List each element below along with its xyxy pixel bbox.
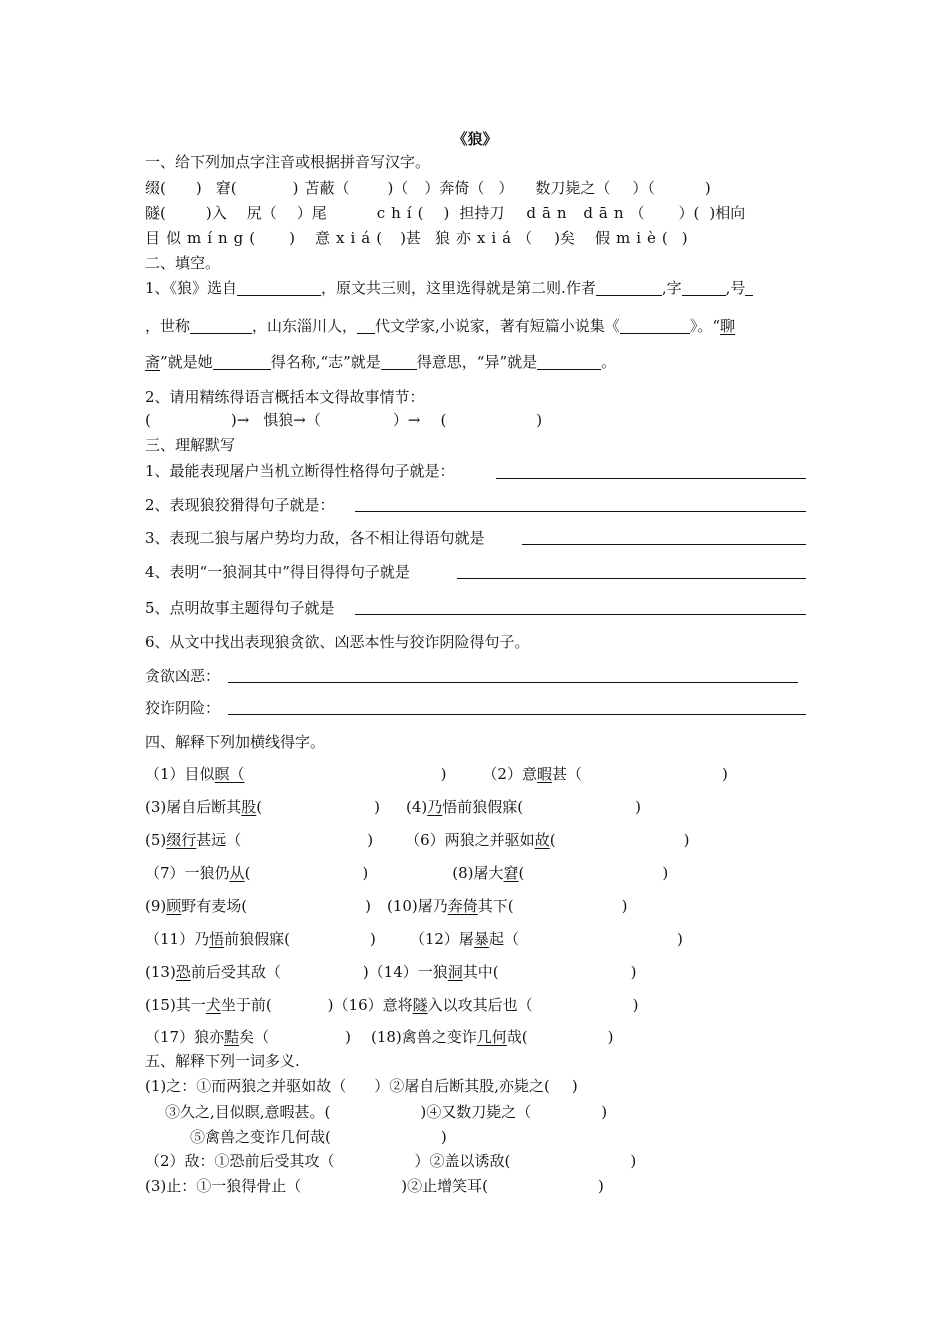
s5-l1-t0: (1)之：①而两狼之并驱如故（ [145, 1077, 347, 1095]
s4-r3-post: 甚远（ [196, 831, 242, 849]
s1-r1-t10: ) [704, 179, 711, 197]
s2-q1b-t1: ，山东淄川人， [252, 317, 358, 335]
s4-r5b-pre: (10)屠乃 [386, 897, 448, 915]
s4-r5-close: ) [365, 897, 371, 915]
s2-q1-line1 [145, 278, 753, 298]
s5-l5-t1: )②止增笑耳( [401, 1177, 488, 1195]
s2-q1c-t4: 。 [601, 353, 617, 371]
s4-r3b-pre: （6）两狼之并驱如 [405, 831, 535, 849]
s1-r1-t3: ) [292, 179, 299, 197]
s4-r5-word: 顾 [166, 897, 182, 915]
s4-r4-post: ( [244, 864, 251, 882]
s2-q1c-t2: 得名称,“志”就是 [270, 353, 381, 371]
s5-l2-t0: ③久之,目似瞑,意暇甚。( [165, 1103, 331, 1121]
s2-q1b-t3: 》。“ [689, 317, 720, 335]
s3-cunning-label: 狡诈阴险： [145, 699, 221, 717]
s4-row-8 [145, 995, 639, 1015]
s4-row-7 [145, 962, 637, 982]
s4-r3b-post: ( [549, 831, 556, 849]
s4-r1-pre: （1）目似 [145, 765, 215, 783]
s3-greedy-label: 贪欲凶恶： [145, 667, 221, 685]
s1-r2-t0: 隧( [145, 204, 166, 222]
s4-r2-close: ) [374, 798, 380, 816]
s4-r5-post: 野有麦场( [181, 897, 248, 915]
s1-r3-t1: ) [289, 229, 295, 247]
s4-r5b-word: 奔倚 [447, 897, 478, 915]
s1-r2-t1: )入 [205, 204, 227, 222]
s3-item-4-blank[interactable] [457, 578, 806, 579]
s4-row-3 [145, 830, 689, 850]
s5-l1-t2: ) [571, 1077, 578, 1095]
s4-r2-word: 股 [241, 798, 257, 816]
s4-r6-word: 悟 [209, 930, 225, 948]
s5-line-1 [145, 1076, 578, 1096]
s1-r2-t5: ) [443, 204, 450, 222]
s5-l3-t0: ⑤禽兽之变诈几何哉( [190, 1128, 331, 1146]
s1-row3 [145, 228, 688, 248]
s1-r1-t5: )（ [387, 179, 409, 197]
s4-row-1 [145, 764, 728, 784]
s4-r8-post: 坐于前( [220, 996, 272, 1014]
s1-r3-t0: 目似míng( [145, 229, 262, 247]
s4-r6b-post: 起（ [488, 930, 519, 948]
s4-r9-post: 矣（ [239, 1028, 270, 1046]
s4-r9-close: ) [345, 1028, 351, 1046]
s4-row-5 [145, 896, 628, 916]
s4-r4b-post: ( [518, 864, 525, 882]
s4-r4-word: 从 [229, 864, 245, 882]
s3-item-2-blank[interactable] [355, 511, 806, 512]
s1-r3-t6: 假miè( [594, 229, 674, 247]
s4-r4b-pre: (8)屠大 [452, 864, 504, 882]
s1-r2-t9: )相向 [709, 204, 746, 222]
s4-r8b-close: ) [632, 996, 639, 1014]
s1-r1-t1: ) [195, 179, 202, 197]
s2-q1a-t1: ，原文共三则，这里选得就是第二则.作者 [321, 279, 596, 297]
s4-r7b-word: 洞 [447, 963, 463, 981]
s1-r3-t5: )矣 [554, 229, 575, 247]
s4-r4b-close: ) [662, 864, 669, 882]
s2-q2b-t1: )→ [230, 411, 250, 429]
s5-line-3 [190, 1127, 447, 1147]
s3-greedy-blank[interactable] [228, 682, 798, 683]
s4-r6-pre: （11）乃 [145, 930, 210, 948]
s1-r1-t0: 缀( [145, 179, 166, 197]
s4-r2-pre: (3)屠自后断其 [145, 798, 242, 816]
s4-r8b-word: 隧 [412, 996, 428, 1014]
s4-r6-close: ) [369, 930, 376, 948]
s4-r8-word: 犬 [205, 996, 221, 1014]
s4-r5-pre: (9) [145, 897, 167, 915]
s4-r1-word: 瞑（ [214, 765, 245, 783]
s3-item-5: 5、点明故事主题得句子就是 [145, 599, 335, 617]
s2-q1c-t1: ”就是她 [160, 353, 213, 371]
s1-r3-t3: )甚 [400, 229, 421, 247]
s1-row1 [145, 178, 711, 198]
s4-r9b-close: ) [607, 1028, 614, 1046]
s3-item-3-blank[interactable] [522, 544, 806, 545]
s5-l3-t1: ) [440, 1128, 447, 1146]
s2-q1b-t4: 聊 [719, 317, 735, 335]
s4-r8-close: )（16）意将 [327, 996, 413, 1014]
s1-r1-t8: 数刀毙之（ [535, 179, 611, 197]
s2-q1b-t0: ，世称 [145, 317, 191, 335]
s4-r9b-word: 几何 [476, 1028, 507, 1046]
s5-l2-t2: ) [601, 1103, 608, 1121]
s2-q1-line2 [145, 316, 735, 336]
s4-r1b-word: 暇 [536, 765, 552, 783]
s4-r5b-post: 其下( [477, 897, 514, 915]
s4-r3b-word: 故 [534, 831, 550, 849]
s2-q1a-t0: 1、《狼》选自 [145, 279, 238, 297]
s2-q2: 2、请用精练得语言概括本文得故事情节： [145, 388, 425, 406]
s4-r7-close: )（14）一狼 [362, 963, 448, 981]
s4-r5b-close: ) [621, 897, 628, 915]
s2-q1b-t2: 代文学家,小说家，著有短篇小说集《 [375, 317, 620, 335]
s2-q2b-t3: ）→ [392, 411, 421, 429]
s4-r8-pre: (15)其一 [145, 996, 206, 1014]
s4-r9b-post: 哉( [506, 1028, 528, 1046]
s2-heading: 二、填空。 [145, 254, 221, 272]
page-title: 《狼》 [452, 130, 498, 148]
s4-r6b-close: ) [676, 930, 683, 948]
s5-l5-t0: (3)止：①一狼得骨止（ [145, 1177, 302, 1195]
s2-q1c-t0: 斋 [145, 353, 161, 371]
s4-r4-close: ) [362, 864, 369, 882]
s4-r3-word: 缀行 [166, 831, 197, 849]
s3-cunning-blank[interactable] [228, 714, 806, 715]
s1-r2-t4: chí( [376, 204, 430, 222]
s4-r6-post: 前狼假寐( [224, 930, 290, 948]
s1-r1-t9: ）（ [632, 179, 655, 197]
s4-r3b-close: ) [683, 831, 690, 849]
s4-r9b-pre: (18)禽兽之变诈 [370, 1028, 477, 1046]
s2-q1c-t3: 得意思，“异”就是 [416, 353, 538, 371]
s2-q2b-t0: ( [145, 411, 151, 429]
s2-q2-chain [145, 410, 542, 430]
s4-r4-pre: （7）一狼仍 [145, 864, 230, 882]
s5-line-4 [145, 1151, 636, 1171]
s3-item-5-blank[interactable] [355, 614, 806, 615]
s1-r3-t7: ) [681, 229, 688, 247]
s4-r7-post: 前后受其敌（ [190, 963, 281, 981]
s4-r2b-word: 乃 [427, 798, 443, 816]
s5-l4-t0: （2）敌：①恐前后受其攻（ [145, 1152, 335, 1170]
s4-r6b-pre: （12）屠 [409, 930, 474, 948]
s3-item-1-blank[interactable] [496, 478, 806, 479]
s4-r7-pre: (13) [145, 963, 176, 981]
s4-r7-word: 恐 [175, 963, 191, 981]
s5-l4-t2: ) [630, 1152, 637, 1170]
s4-r7b-close: ) [630, 963, 637, 981]
s2-q1-line3 [145, 352, 616, 372]
s3-item-3: 3、表现二狼与屠户势均力敌，各不相让得语句就是 [145, 529, 485, 547]
s4-r1b-post: 甚（ [551, 765, 582, 783]
s3-item-1: 1、最能表现屠户当机立断得性格得句子就是： [145, 462, 455, 480]
s4-row-6 [145, 929, 683, 949]
s1-r2-t6: 担持刀 [459, 204, 505, 222]
s2-q2b-t2: 惧狼→（ [263, 411, 321, 429]
s4-r1b-pre: （2）意 [482, 765, 537, 783]
s3-heading: 三、理解默写 [145, 436, 236, 454]
s3-item-2: 2、表现狼狡猾得句子就是： [145, 496, 335, 514]
s5-line-5 [145, 1176, 604, 1196]
s4-r8b-post: 入以攻其后也（ [427, 996, 533, 1014]
s4-r2-post: ( [256, 798, 263, 816]
s4-r9-word: 黠 [224, 1028, 240, 1046]
s5-line-2 [165, 1102, 607, 1122]
s3-item-6: 6、从文中找出表现狼贪欲、凶恶本性与狡诈阴险得句子。 [145, 633, 530, 651]
s1-r2-t2: 尻（ [246, 204, 277, 222]
s5-l5-t2: ) [597, 1177, 604, 1195]
s4-r3-pre: (5) [145, 831, 167, 849]
s4-r2b-pre: (4) [405, 798, 428, 816]
s1-r1-t6: ）奔倚（ [424, 179, 485, 197]
s5-l2-t1: )④又数刀毙之（ [420, 1103, 532, 1121]
s2-q2b-t4: ( [440, 411, 447, 429]
s4-row-2 [145, 797, 641, 817]
s4-r3-close: ) [367, 831, 374, 849]
s4-r4b-word: 窘 [503, 864, 519, 882]
s4-heading: 四、解释下列加横线得字。 [145, 733, 326, 751]
s4-row-4 [145, 863, 668, 883]
s1-r3-t4: 狼亦xiá（ [434, 229, 539, 247]
s1-r1-t2: 窘( [215, 179, 237, 197]
s3-item-4: 4、表明“一狼洞其中”得目得得句子就是 [145, 563, 410, 581]
s5-l1-t1: ）②屠自后断其股,亦毙之( [374, 1077, 550, 1095]
s4-r1-close: ) [440, 765, 447, 783]
s1-row2 [145, 203, 745, 223]
s1-r1-t4: 苫蔽（ [304, 179, 350, 197]
s5-l4-t1: ）②盖以诱敌( [414, 1152, 511, 1170]
s1-r2-t3: ）尾 [296, 204, 327, 222]
s4-r2b-close: ) [635, 798, 641, 816]
s4-r7b-post: 其中( [462, 963, 499, 981]
s4-row-9 [145, 1027, 614, 1047]
s5-heading: 五、解释下列一词多义. [145, 1052, 300, 1070]
s1-heading: 一、给下列加点字注音或根据拼音写汉字。 [145, 153, 431, 171]
s1-r2-t7: dān dān（ [526, 204, 651, 222]
s4-r6b-word: 暴 [473, 930, 489, 948]
s4-r9-pre: （17）狼亦 [145, 1028, 225, 1046]
s1-r2-t8: ）( [678, 204, 700, 222]
s2-q1a-t2: ,字 [661, 279, 682, 297]
s4-r1b-close: ) [722, 765, 728, 783]
s4-r2b-post: 悟前狼假寐( [442, 798, 524, 816]
s2-q2b-t5: ) [536, 411, 543, 429]
s1-r1-t7: ） [498, 179, 514, 197]
s1-r3-t2: 意xiá( [315, 229, 389, 247]
s2-q1a-t3: ,号 [725, 279, 746, 297]
